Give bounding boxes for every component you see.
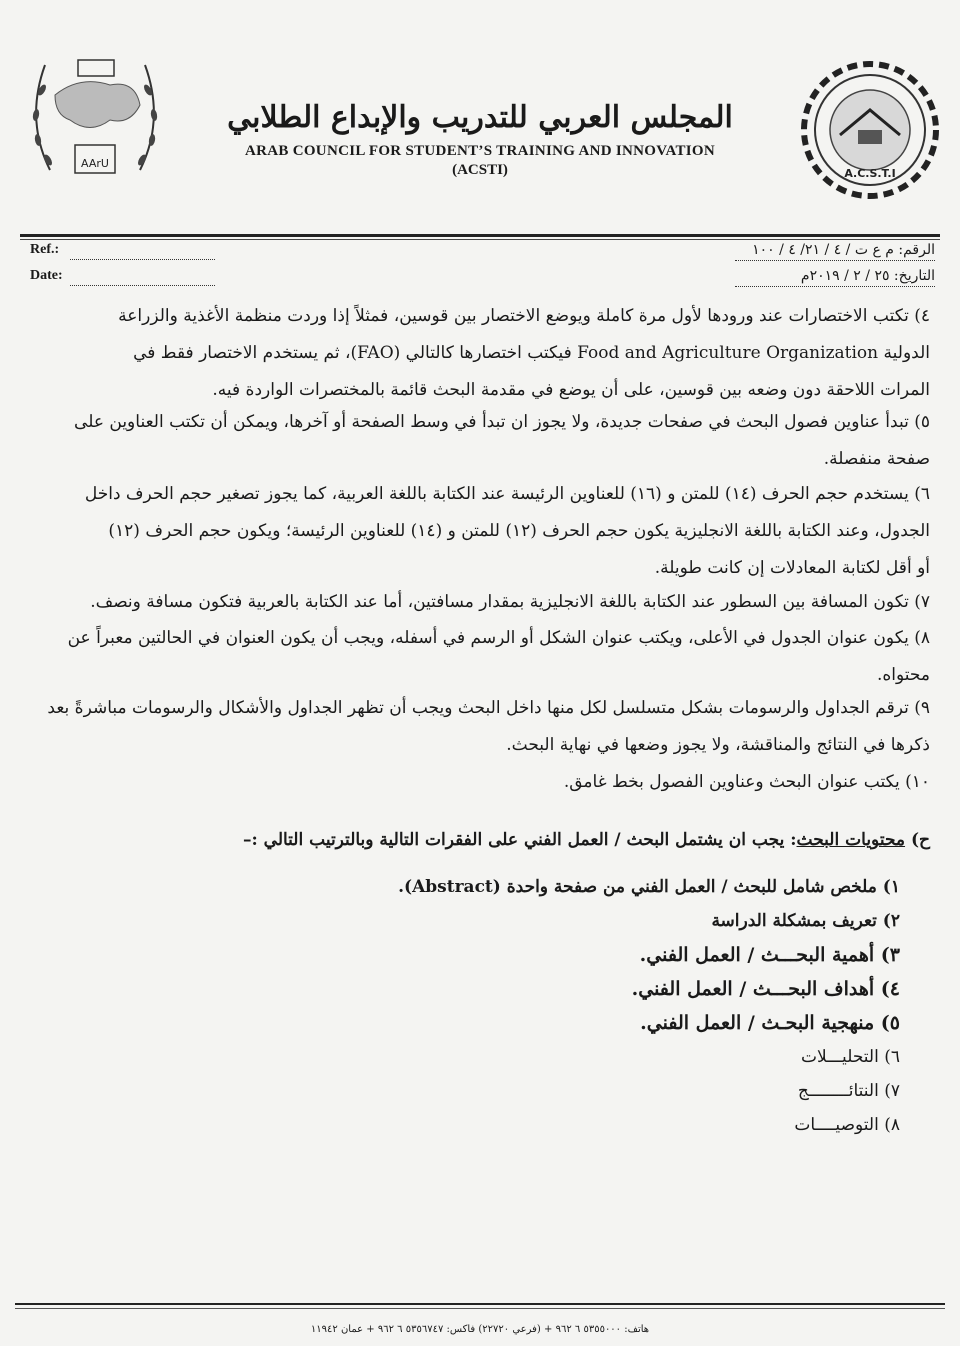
council-title-arabic: المجلس العربي للتدريب والإبداع الطلابي: [227, 100, 733, 135]
paragraph-line: أو أقل لكتابة المعادلات إن كانت طويلة.: [654, 558, 930, 578]
paragraph-line: صفحة منفصلة.: [823, 449, 930, 469]
paragraph-5: [30, 404, 930, 478]
contents-prefix: ح): [910, 830, 930, 850]
paragraph-line: ٦) يستخدم حجم الحرف (١٤) للمتن و (١٦) للعناوين الرئيسة عند الكتابة باللغة العربية، كما يجوز تصغير حجم الحرف داخل: [84, 484, 930, 504]
paragraph-line: ١٠) يكتب عنوان البحث وعناوين الفصول بخط غامق.: [563, 772, 930, 792]
header-divider: [20, 234, 940, 237]
paragraph-line: ٧) تكون المسافة بين السطور عند الكتابة باللغة الانجليزية بمقدار مسافتين، أما عند الكتابة بالعربية فتكون مسافة ونصف.: [90, 592, 930, 612]
contents-heading: [30, 830, 930, 850]
arabic-ref-number: الرقم: م ع ت / ٤ / ٢١/ ٤ / ١٠٠: [752, 242, 935, 258]
paragraph-6: [30, 476, 930, 587]
footer-divider-thin: [15, 1308, 945, 1309]
list-item: ٦) التحليـــلات: [800, 1047, 900, 1067]
paragraph-4: [30, 298, 930, 409]
council-title-english: ARAB COUNCIL FOR STUDENT’S TRAINING AND INNOVATION: [244, 143, 716, 159]
paragraph-7: [30, 584, 930, 621]
paragraph-line: ٩) ترقم الجداول والرسومات بشكل متسلسل لكل منها داخل البحث ويجب أن تظهر الجداول والأشكال والرسومات مباشرةً بعد: [47, 698, 930, 718]
paragraph-line: ٨) يكون عنوان الجدول في الأعلى، ويكتب عنوان الشكل أو الرسم في أسفله، ويجب أن يكون العنوان في الحالتين معبراً عن: [67, 628, 930, 648]
ref-label: Ref.:: [30, 242, 60, 257]
list-item: ١) ملخص شامل للبحث / العمل الفني من صفحة واحدة (Abstract).: [398, 877, 900, 897]
acsti-logo-text: A.C.S.T.I: [844, 167, 896, 180]
paragraph-9: [30, 690, 930, 764]
council-abbreviation: (ACSTI): [452, 162, 508, 178]
list-item: ٧) النتائــــــــج: [797, 1081, 900, 1101]
list-item: ٣) أهمية البحـــث / العمل الفني.: [639, 944, 900, 966]
header-divider-thin: [20, 239, 940, 240]
paragraph-10: [30, 764, 930, 801]
ref-dotted-line: [70, 259, 215, 260]
paragraph-line: محتواه.: [876, 665, 930, 685]
arabic-ref-dotted-line: [735, 260, 935, 261]
paragraph-line: ذكرها في النتائج والمناقشة، ولا يجوز وضعها في نهاية البحث.: [506, 735, 930, 755]
date-dotted-line: [70, 285, 215, 286]
paragraph-line: ٥) تبدأ عناوين فصول البحث في صفحات جديدة، ولا يجوز ان تبدأ في وسط الصفحة أو آخرها، ويمكن أن تكتب العناوين على: [74, 412, 930, 432]
contents-text: : يجب ان يشتمل البحث / العمل الفني على الفقرات التالية وبالترتيب التالي :–: [242, 830, 797, 850]
paragraph-line: الدولية Food and Agriculture Organization فيكتب اختصارها كالتالي (FAO)، ثم يستخدم الاختصار فقط في: [133, 343, 930, 363]
paragraph-line: الجدول، وعند الكتابة باللغة الانجليزية يكون حجم الحرف (١٢) للمتن و (١٤) للعناوين الرئيسة؛ ويكون حجم الحرف (١٢): [108, 521, 930, 541]
arabic-date-dotted-line: [735, 286, 935, 287]
list-item: ٥) منهجية البحـث / العمل الفني.: [640, 1012, 900, 1034]
date-label: Date:: [30, 268, 63, 283]
contents-label: محتويات البحث: [796, 830, 906, 850]
footer-divider: [15, 1303, 945, 1305]
list-item: ٤) أهداف البحـــث / العمل الفني.: [631, 978, 900, 1000]
paragraph-line: ٤) تكتب الاختصارات عند ورودها لأول مرة كاملة ويوضع الاختصار بين قوسين، فمثلاً إذا وردت منظمة الأغذية والزراعة: [118, 306, 930, 326]
contents-list: [200, 870, 900, 1142]
list-item: ٨) التوصيــــات: [794, 1115, 900, 1135]
list-item: ٢) تعريف بمشكلة الدراسة: [711, 911, 900, 931]
paragraph-line: المرات اللاحقة دون وضعه بين قوسين، على أن يوضع في مقدمة البحث قائمة بالمختصرات الواردة فيه.: [212, 380, 930, 400]
aaru-logo-text: AArU: [81, 157, 109, 170]
acsti-logo: [795, 55, 945, 210]
footer-contact: هاتف: ٥٣٥٥٠٠٠ ٦ ٩٦٢ + (فرعي ٢٢٧٢٠) فاكس: ٥٣٥٦٧٤٧ ٦ ٩٦٢ + عمان ١١٩٤٢: [310, 1324, 650, 1335]
paragraph-8: [30, 620, 930, 694]
arabic-date: التاريخ: ٢٥ / ٢ / ٢٠١٩م: [800, 268, 935, 284]
aaru-logo: [20, 20, 170, 190]
